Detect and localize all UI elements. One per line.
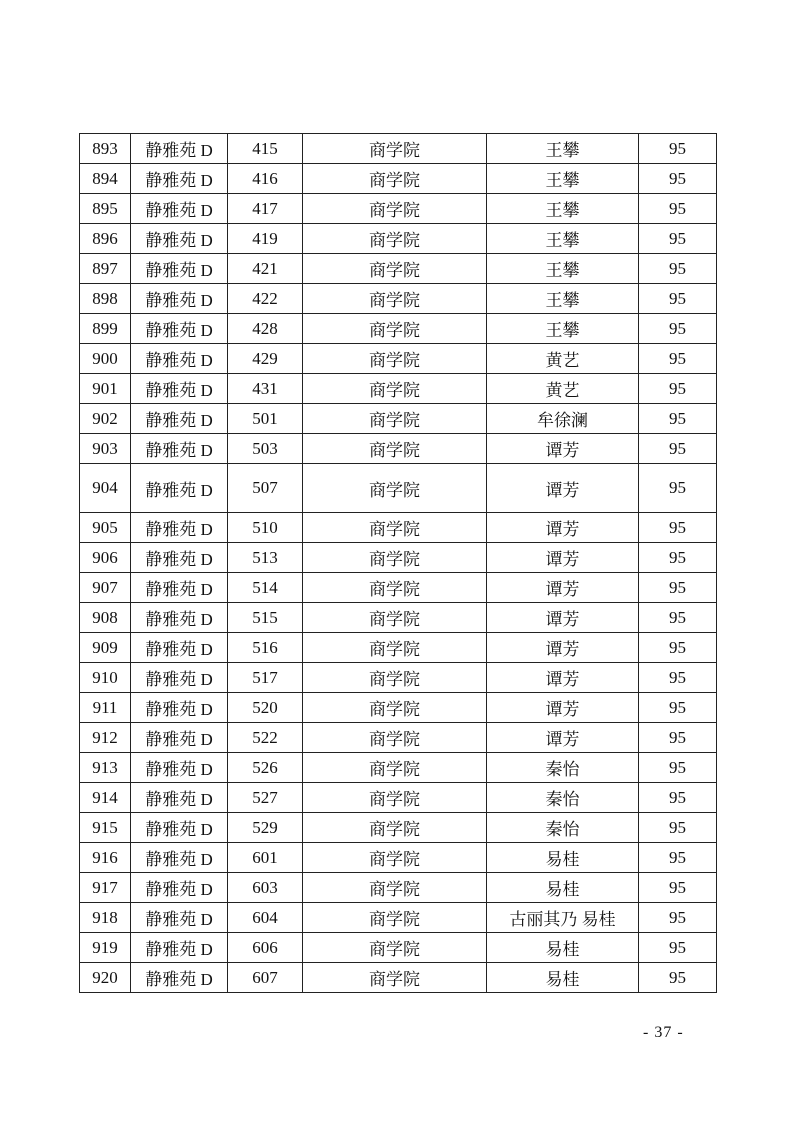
cell-score: 95: [639, 543, 717, 573]
cell-score: 95: [639, 873, 717, 903]
cell-person: 秦怡: [487, 753, 639, 783]
table-row: [80, 164, 717, 194]
cell-number: 902: [80, 404, 131, 434]
cell-room: 514: [228, 573, 303, 603]
cell-person: 王攀: [487, 224, 639, 254]
cell-score: 95: [639, 404, 717, 434]
cell-score: 95: [639, 164, 717, 194]
cell-college: 商学院: [303, 813, 487, 843]
cell-person: 秦怡: [487, 783, 639, 813]
table-row: [80, 314, 717, 344]
table-row: [80, 723, 717, 753]
cell-building: 静雅苑 D: [131, 873, 228, 903]
cell-number: 911: [80, 693, 131, 723]
cell-score: 95: [639, 434, 717, 464]
cell-college: 商学院: [303, 164, 487, 194]
cell-college: 商学院: [303, 224, 487, 254]
cell-score: 95: [639, 284, 717, 314]
cell-score: 95: [639, 693, 717, 723]
cell-number: 910: [80, 663, 131, 693]
cell-number: 899: [80, 314, 131, 344]
table-body: [80, 134, 717, 993]
table-row: [80, 434, 717, 464]
cell-college: 商学院: [303, 723, 487, 753]
cell-building: 静雅苑 D: [131, 813, 228, 843]
cell-number: 896: [80, 224, 131, 254]
cell-room: 415: [228, 134, 303, 164]
cell-room: 431: [228, 374, 303, 404]
cell-building: 静雅苑 D: [131, 723, 228, 753]
cell-person: 谭芳: [487, 434, 639, 464]
cell-college: 商学院: [303, 314, 487, 344]
cell-room: 515: [228, 603, 303, 633]
cell-building: 静雅苑 D: [131, 254, 228, 284]
cell-person: 谭芳: [487, 723, 639, 753]
cell-number: 903: [80, 434, 131, 464]
cell-person: 易桂: [487, 963, 639, 993]
cell-room: 510: [228, 513, 303, 543]
cell-number: 914: [80, 783, 131, 813]
cell-room: 520: [228, 693, 303, 723]
cell-building: 静雅苑 D: [131, 663, 228, 693]
cell-college: 商学院: [303, 543, 487, 573]
cell-college: 商学院: [303, 663, 487, 693]
table-row: [80, 344, 717, 374]
cell-person: 谭芳: [487, 573, 639, 603]
page-number: - 37 -: [643, 1024, 684, 1041]
cell-building: 静雅苑 D: [131, 513, 228, 543]
cell-college: 商学院: [303, 603, 487, 633]
table-row: [80, 603, 717, 633]
cell-person: 王攀: [487, 284, 639, 314]
cell-score: 95: [639, 753, 717, 783]
table-row: [80, 374, 717, 404]
cell-room: 416: [228, 164, 303, 194]
cell-score: 95: [639, 633, 717, 663]
cell-score: 95: [639, 464, 717, 513]
cell-building: 静雅苑 D: [131, 314, 228, 344]
table-row: [80, 284, 717, 314]
cell-building: 静雅苑 D: [131, 903, 228, 933]
cell-score: 95: [639, 513, 717, 543]
cell-number: 894: [80, 164, 131, 194]
cell-building: 静雅苑 D: [131, 843, 228, 873]
cell-number: 916: [80, 843, 131, 873]
cell-college: 商学院: [303, 753, 487, 783]
cell-person: 易桂: [487, 933, 639, 963]
cell-building: 静雅苑 D: [131, 374, 228, 404]
table-row: [80, 903, 717, 933]
cell-college: 商学院: [303, 903, 487, 933]
dorm-score-table: [79, 133, 717, 993]
cell-room: 419: [228, 224, 303, 254]
cell-room: 601: [228, 843, 303, 873]
cell-score: 95: [639, 254, 717, 284]
table-row: [80, 404, 717, 434]
cell-room: 516: [228, 633, 303, 663]
cell-number: 913: [80, 753, 131, 783]
cell-building: 静雅苑 D: [131, 194, 228, 224]
cell-college: 商学院: [303, 464, 487, 513]
cell-score: 95: [639, 344, 717, 374]
cell-building: 静雅苑 D: [131, 933, 228, 963]
cell-building: 静雅苑 D: [131, 434, 228, 464]
cell-college: 商学院: [303, 374, 487, 404]
cell-building: 静雅苑 D: [131, 164, 228, 194]
table-row: [80, 633, 717, 663]
cell-college: 商学院: [303, 843, 487, 873]
cell-room: 527: [228, 783, 303, 813]
cell-college: 商学院: [303, 404, 487, 434]
cell-room: 513: [228, 543, 303, 573]
cell-room: 607: [228, 963, 303, 993]
cell-score: 95: [639, 933, 717, 963]
cell-building: 静雅苑 D: [131, 693, 228, 723]
cell-college: 商学院: [303, 693, 487, 723]
cell-room: 428: [228, 314, 303, 344]
table-row: [80, 693, 717, 723]
cell-room: 501: [228, 404, 303, 434]
cell-college: 商学院: [303, 344, 487, 374]
cell-number: 895: [80, 194, 131, 224]
cell-room: 529: [228, 813, 303, 843]
cell-building: 静雅苑 D: [131, 404, 228, 434]
cell-person: 黄艺: [487, 344, 639, 374]
cell-college: 商学院: [303, 633, 487, 663]
cell-college: 商学院: [303, 513, 487, 543]
cell-person: 谭芳: [487, 464, 639, 513]
cell-room: 526: [228, 753, 303, 783]
cell-room: 417: [228, 194, 303, 224]
cell-number: 917: [80, 873, 131, 903]
cell-room: 421: [228, 254, 303, 284]
cell-college: 商学院: [303, 194, 487, 224]
cell-number: 919: [80, 933, 131, 963]
cell-number: 905: [80, 513, 131, 543]
cell-number: 918: [80, 903, 131, 933]
table-row: [80, 464, 717, 513]
cell-building: 静雅苑 D: [131, 464, 228, 513]
cell-person: 秦怡: [487, 813, 639, 843]
cell-number: 898: [80, 284, 131, 314]
cell-building: 静雅苑 D: [131, 753, 228, 783]
cell-score: 95: [639, 224, 717, 254]
cell-score: 95: [639, 134, 717, 164]
cell-building: 静雅苑 D: [131, 224, 228, 254]
cell-score: 95: [639, 963, 717, 993]
cell-person: 王攀: [487, 314, 639, 344]
table-row: [80, 753, 717, 783]
cell-person: 王攀: [487, 134, 639, 164]
table-row: [80, 663, 717, 693]
cell-number: 900: [80, 344, 131, 374]
cell-score: 95: [639, 723, 717, 753]
cell-number: 920: [80, 963, 131, 993]
cell-number: 909: [80, 633, 131, 663]
cell-person: 谭芳: [487, 603, 639, 633]
cell-score: 95: [639, 843, 717, 873]
table-row: [80, 134, 717, 164]
cell-building: 静雅苑 D: [131, 573, 228, 603]
cell-number: 912: [80, 723, 131, 753]
cell-person: 王攀: [487, 164, 639, 194]
cell-person: 谭芳: [487, 663, 639, 693]
cell-room: 522: [228, 723, 303, 753]
table-row: [80, 254, 717, 284]
cell-score: 95: [639, 194, 717, 224]
cell-building: 静雅苑 D: [131, 633, 228, 663]
table-row: [80, 873, 717, 903]
cell-number: 904: [80, 464, 131, 513]
cell-building: 静雅苑 D: [131, 284, 228, 314]
cell-person: 谭芳: [487, 693, 639, 723]
cell-score: 95: [639, 783, 717, 813]
table-row: [80, 224, 717, 254]
cell-college: 商学院: [303, 134, 487, 164]
cell-building: 静雅苑 D: [131, 963, 228, 993]
cell-number: 915: [80, 813, 131, 843]
cell-college: 商学院: [303, 783, 487, 813]
cell-number: 908: [80, 603, 131, 633]
cell-person: 易桂: [487, 843, 639, 873]
cell-room: 422: [228, 284, 303, 314]
cell-building: 静雅苑 D: [131, 603, 228, 633]
cell-room: 503: [228, 434, 303, 464]
table-row: [80, 783, 717, 813]
cell-person: 谭芳: [487, 513, 639, 543]
cell-score: 95: [639, 573, 717, 603]
cell-room: 606: [228, 933, 303, 963]
cell-number: 897: [80, 254, 131, 284]
cell-number: 893: [80, 134, 131, 164]
cell-college: 商学院: [303, 573, 487, 603]
table-row: [80, 573, 717, 603]
cell-score: 95: [639, 374, 717, 404]
table-row: [80, 933, 717, 963]
cell-score: 95: [639, 603, 717, 633]
cell-room: 517: [228, 663, 303, 693]
cell-college: 商学院: [303, 284, 487, 314]
cell-person: 易桂: [487, 873, 639, 903]
table-row: [80, 843, 717, 873]
cell-person: 王攀: [487, 194, 639, 224]
cell-person: 黄艺: [487, 374, 639, 404]
cell-college: 商学院: [303, 434, 487, 464]
table-row: [80, 963, 717, 993]
table-row: [80, 543, 717, 573]
table-row: [80, 194, 717, 224]
cell-score: 95: [639, 663, 717, 693]
cell-number: 906: [80, 543, 131, 573]
cell-score: 95: [639, 314, 717, 344]
cell-building: 静雅苑 D: [131, 344, 228, 374]
cell-building: 静雅苑 D: [131, 134, 228, 164]
cell-person: 谭芳: [487, 633, 639, 663]
cell-room: 429: [228, 344, 303, 374]
cell-person: 王攀: [487, 254, 639, 284]
cell-room: 604: [228, 903, 303, 933]
cell-building: 静雅苑 D: [131, 543, 228, 573]
cell-number: 901: [80, 374, 131, 404]
cell-number: 907: [80, 573, 131, 603]
cell-college: 商学院: [303, 873, 487, 903]
cell-building: 静雅苑 D: [131, 783, 228, 813]
cell-score: 95: [639, 903, 717, 933]
cell-score: 95: [639, 813, 717, 843]
cell-college: 商学院: [303, 963, 487, 993]
cell-room: 603: [228, 873, 303, 903]
cell-college: 商学院: [303, 933, 487, 963]
cell-person: 牟徐澜: [487, 404, 639, 434]
cell-person: 古丽其乃 易桂: [487, 903, 639, 933]
table-row: [80, 513, 717, 543]
cell-college: 商学院: [303, 254, 487, 284]
table-row: [80, 813, 717, 843]
cell-person: 谭芳: [487, 543, 639, 573]
cell-room: 507: [228, 464, 303, 513]
